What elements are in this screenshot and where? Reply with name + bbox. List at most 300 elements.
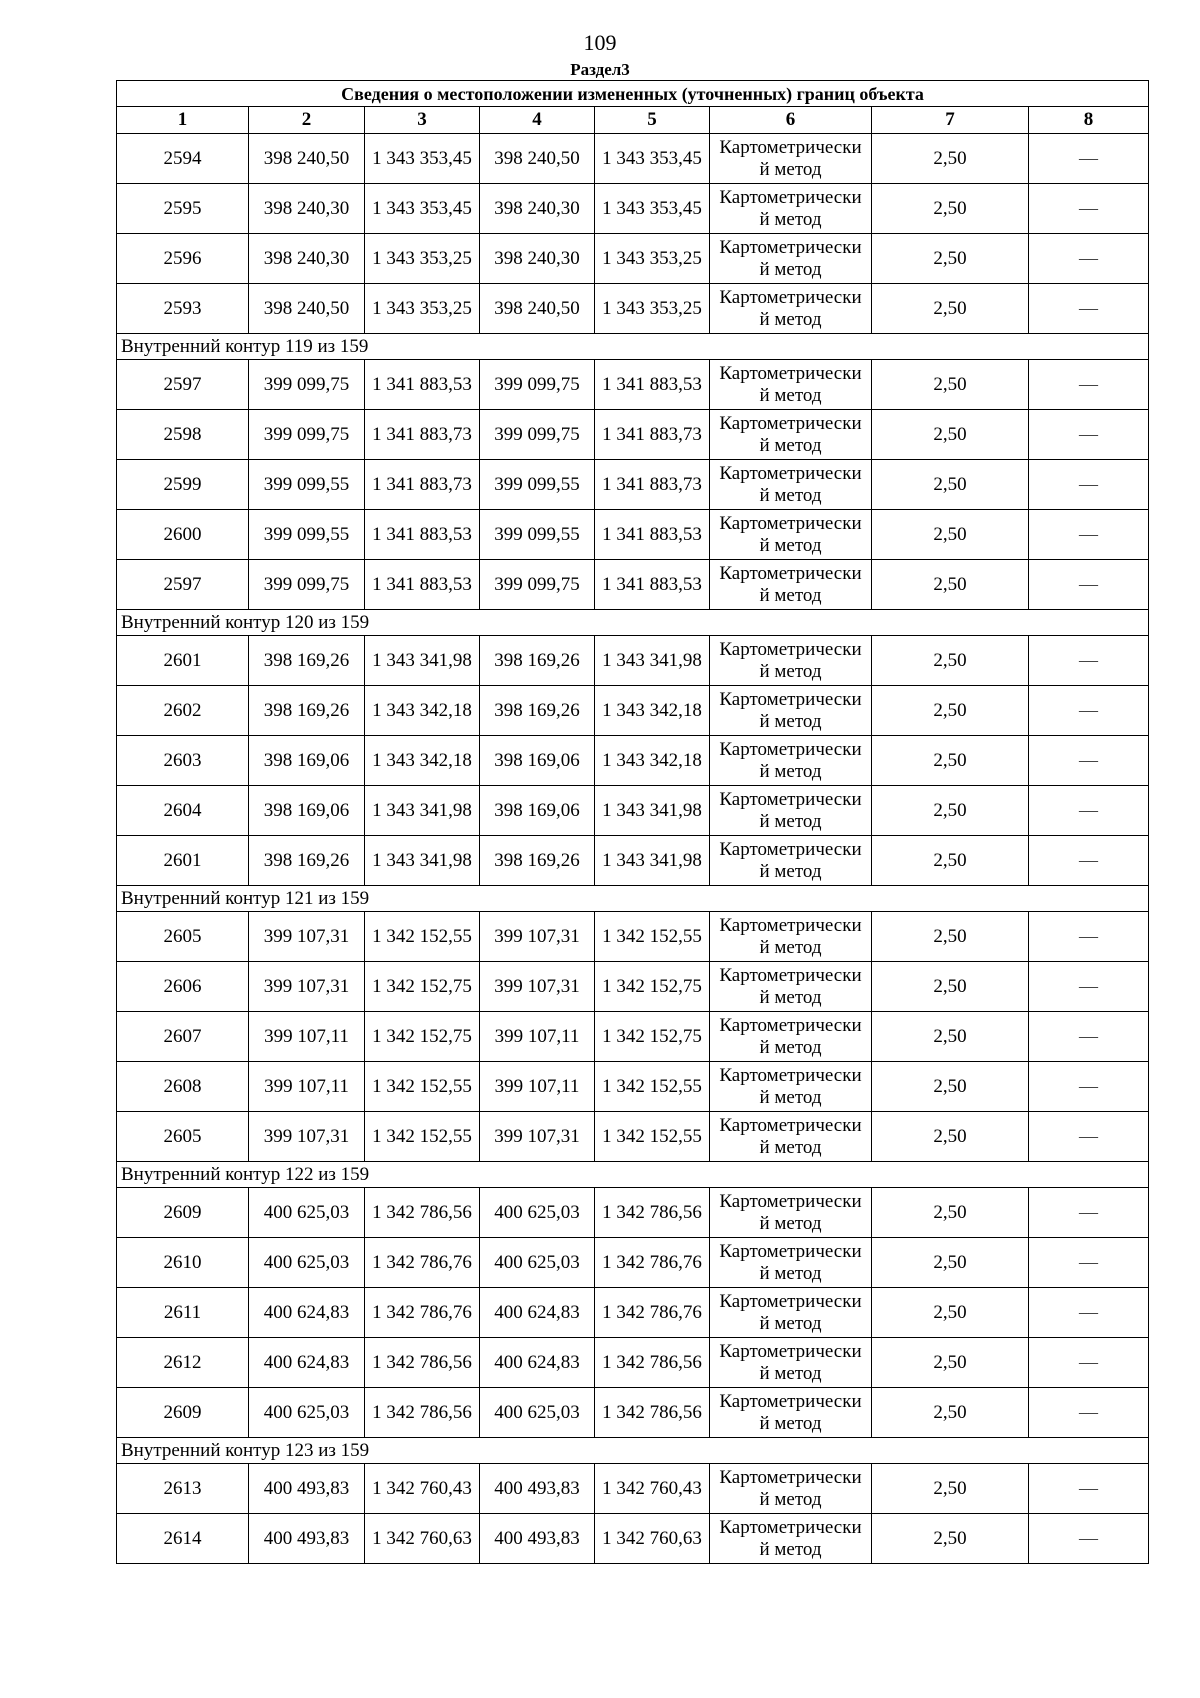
point-number-cell: 2612 — [117, 1338, 249, 1388]
x-refined-cell: 398 169,26 — [480, 836, 595, 886]
table-row — [117, 1338, 1149, 1388]
description-cell: — — [1029, 1514, 1149, 1564]
method-line-1: Картометрически — [719, 1064, 862, 1086]
y-existing-cell: 1 341 883,53 — [365, 360, 480, 410]
description-cell: — — [1029, 636, 1149, 686]
point-number-cell: 2602 — [117, 686, 249, 736]
table-caption-row — [117, 81, 1149, 107]
method-line-1: Картометрически — [719, 236, 862, 258]
method-line-1: Картометрически — [719, 688, 862, 710]
method-line-2: й метод — [759, 936, 822, 958]
x-existing-cell: 398 169,26 — [249, 636, 365, 686]
method-line-2: й метод — [759, 660, 822, 682]
method-line-2: й метод — [759, 1488, 822, 1510]
method-cell — [710, 1112, 872, 1162]
y-refined-cell: 1 341 883,53 — [595, 560, 710, 610]
column-number-5: 5 — [595, 107, 710, 134]
method-line-2: й метод — [759, 1312, 822, 1334]
column-number-row — [117, 107, 1149, 134]
table-row — [117, 1388, 1149, 1438]
description-cell: — — [1029, 1112, 1149, 1162]
x-refined-cell: 399 099,75 — [480, 560, 595, 610]
method-line-1: Картометрически — [719, 136, 862, 158]
x-refined-cell: 398 240,50 — [480, 284, 595, 334]
description-cell: — — [1029, 1464, 1149, 1514]
point-number-cell: 2601 — [117, 836, 249, 886]
y-existing-cell: 1 342 152,55 — [365, 912, 480, 962]
x-existing-cell: 399 107,11 — [249, 1062, 365, 1112]
y-existing-cell: 1 341 883,53 — [365, 510, 480, 560]
description-cell: — — [1029, 786, 1149, 836]
method-cell — [710, 460, 872, 510]
contour-header-row — [117, 1438, 1149, 1464]
method-line-2: й метод — [759, 584, 822, 606]
contour-label: Внутренний контур 123 из 159 — [117, 1438, 1149, 1464]
table-row — [117, 1514, 1149, 1564]
method-line-1: Картометрически — [719, 914, 862, 936]
x-refined-cell: 398 169,26 — [480, 636, 595, 686]
point-number-cell: 2611 — [117, 1288, 249, 1338]
x-refined-cell: 400 625,03 — [480, 1238, 595, 1288]
y-existing-cell: 1 343 353,45 — [365, 184, 480, 234]
point-number-cell: 2609 — [117, 1388, 249, 1438]
method-line-1: Картометрически — [719, 1114, 862, 1136]
description-cell: — — [1029, 912, 1149, 962]
method-cell — [710, 284, 872, 334]
x-refined-cell: 399 107,11 — [480, 1012, 595, 1062]
method-cell — [710, 1238, 872, 1288]
description-cell: — — [1029, 836, 1149, 886]
method-line-1: Картометрически — [719, 512, 862, 534]
x-existing-cell: 398 240,30 — [249, 184, 365, 234]
description-cell: — — [1029, 510, 1149, 560]
x-existing-cell: 399 099,75 — [249, 360, 365, 410]
point-number-cell: 2607 — [117, 1012, 249, 1062]
y-existing-cell: 1 342 152,75 — [365, 1012, 480, 1062]
precision-cell: 2,50 — [872, 786, 1029, 836]
x-refined-cell: 400 625,03 — [480, 1388, 595, 1438]
x-existing-cell: 399 107,11 — [249, 1012, 365, 1062]
precision-cell: 2,50 — [872, 460, 1029, 510]
precision-cell: 2,50 — [872, 134, 1029, 184]
table-row — [117, 460, 1149, 510]
x-refined-cell: 399 107,11 — [480, 1062, 595, 1112]
table-row — [117, 636, 1149, 686]
precision-cell: 2,50 — [872, 1112, 1029, 1162]
y-existing-cell: 1 343 353,45 — [365, 134, 480, 184]
point-number-cell: 2610 — [117, 1238, 249, 1288]
method-cell — [710, 510, 872, 560]
method-line-1: Картометрически — [719, 412, 862, 434]
x-existing-cell: 399 099,55 — [249, 510, 365, 560]
point-number-cell: 2594 — [117, 134, 249, 184]
y-existing-cell: 1 341 883,73 — [365, 410, 480, 460]
description-cell: — — [1029, 410, 1149, 460]
method-line-1: Картометрически — [719, 1340, 862, 1362]
precision-cell: 2,50 — [872, 510, 1029, 560]
method-cell — [710, 786, 872, 836]
y-refined-cell: 1 341 883,73 — [595, 410, 710, 460]
point-number-cell: 2606 — [117, 962, 249, 1012]
table-row — [117, 1238, 1149, 1288]
method-line-1: Картометрически — [719, 1516, 862, 1538]
contour-label: Внутренний контур 119 из 159 — [117, 334, 1149, 360]
point-number-cell: 2608 — [117, 1062, 249, 1112]
point-number-cell: 2597 — [117, 360, 249, 410]
x-refined-cell: 399 099,55 — [480, 510, 595, 560]
precision-cell: 2,50 — [872, 636, 1029, 686]
x-refined-cell: 399 107,31 — [480, 1112, 595, 1162]
table-row — [117, 786, 1149, 836]
x-existing-cell: 400 625,03 — [249, 1238, 365, 1288]
method-line-1: Картометрически — [719, 1014, 862, 1036]
x-existing-cell: 399 107,31 — [249, 1112, 365, 1162]
y-refined-cell: 1 343 353,25 — [595, 234, 710, 284]
y-existing-cell: 1 341 883,53 — [365, 560, 480, 610]
description-cell: — — [1029, 134, 1149, 184]
y-refined-cell: 1 343 353,25 — [595, 284, 710, 334]
precision-cell: 2,50 — [872, 912, 1029, 962]
x-existing-cell: 398 169,26 — [249, 836, 365, 886]
y-refined-cell: 1 341 883,53 — [595, 360, 710, 410]
precision-cell: 2,50 — [872, 410, 1029, 460]
point-number-cell: 2605 — [117, 1112, 249, 1162]
method-line-1: Картометрически — [719, 838, 862, 860]
column-number-4: 4 — [480, 107, 595, 134]
method-line-2: й метод — [759, 1412, 822, 1434]
method-line-2: й метод — [759, 384, 822, 406]
column-number-1: 1 — [117, 107, 249, 134]
y-refined-cell: 1 342 152,55 — [595, 1062, 710, 1112]
method-line-1: Картометрически — [719, 186, 862, 208]
method-cell — [710, 360, 872, 410]
precision-cell: 2,50 — [872, 360, 1029, 410]
method-cell — [710, 1464, 872, 1514]
precision-cell: 2,50 — [872, 1514, 1029, 1564]
method-cell — [710, 1062, 872, 1112]
contour-header-row — [117, 1162, 1149, 1188]
point-number-cell: 2613 — [117, 1464, 249, 1514]
table-row — [117, 410, 1149, 460]
description-cell: — — [1029, 1338, 1149, 1388]
description-cell: — — [1029, 1012, 1149, 1062]
method-line-1: Картометрически — [719, 1290, 862, 1312]
y-refined-cell: 1 343 353,45 — [595, 134, 710, 184]
x-existing-cell: 399 099,75 — [249, 560, 365, 610]
table-row — [117, 510, 1149, 560]
method-cell — [710, 1338, 872, 1388]
precision-cell: 2,50 — [872, 284, 1029, 334]
y-existing-cell: 1 342 152,55 — [365, 1062, 480, 1112]
precision-cell: 2,50 — [872, 1288, 1029, 1338]
y-existing-cell: 1 343 341,98 — [365, 636, 480, 686]
y-existing-cell: 1 341 883,73 — [365, 460, 480, 510]
x-refined-cell: 398 169,06 — [480, 786, 595, 836]
y-refined-cell: 1 343 353,45 — [595, 184, 710, 234]
x-existing-cell: 399 099,55 — [249, 460, 365, 510]
method-cell — [710, 686, 872, 736]
x-existing-cell: 398 240,50 — [249, 134, 365, 184]
x-refined-cell: 399 099,55 — [480, 460, 595, 510]
x-existing-cell: 400 624,83 — [249, 1288, 365, 1338]
y-existing-cell: 1 342 786,56 — [365, 1188, 480, 1238]
precision-cell: 2,50 — [872, 1188, 1029, 1238]
y-existing-cell: 1 343 342,18 — [365, 686, 480, 736]
x-existing-cell: 400 493,83 — [249, 1514, 365, 1564]
method-cell — [710, 234, 872, 284]
method-cell — [710, 836, 872, 886]
point-number-cell: 2600 — [117, 510, 249, 560]
y-existing-cell: 1 342 152,55 — [365, 1112, 480, 1162]
method-line-1: Картометрически — [719, 362, 862, 384]
precision-cell: 2,50 — [872, 1062, 1029, 1112]
y-existing-cell: 1 342 760,63 — [365, 1514, 480, 1564]
precision-cell: 2,50 — [872, 1338, 1029, 1388]
x-refined-cell: 399 099,75 — [480, 410, 595, 460]
method-line-2: й метод — [759, 1362, 822, 1384]
section-title: Раздел3 — [570, 60, 630, 79]
description-cell: — — [1029, 962, 1149, 1012]
y-refined-cell: 1 343 341,98 — [595, 836, 710, 886]
point-number-cell: 2597 — [117, 560, 249, 610]
precision-cell: 2,50 — [872, 560, 1029, 610]
y-refined-cell: 1 342 152,55 — [595, 912, 710, 962]
x-existing-cell: 399 107,31 — [249, 912, 365, 962]
method-line-2: й метод — [759, 484, 822, 506]
coordinates-table — [116, 80, 1149, 1564]
table-row — [117, 134, 1149, 184]
point-number-cell: 2609 — [117, 1188, 249, 1238]
method-line-2: й метод — [759, 1538, 822, 1560]
method-line-2: й метод — [759, 308, 822, 330]
method-line-2: й метод — [759, 1212, 822, 1234]
y-refined-cell: 1 342 760,43 — [595, 1464, 710, 1514]
y-existing-cell: 1 342 786,76 — [365, 1288, 480, 1338]
contour-header-row — [117, 334, 1149, 360]
table-row — [117, 836, 1149, 886]
precision-cell: 2,50 — [872, 836, 1029, 886]
y-refined-cell: 1 341 883,73 — [595, 460, 710, 510]
table-row — [117, 234, 1149, 284]
y-existing-cell: 1 342 786,56 — [365, 1388, 480, 1438]
x-refined-cell: 398 240,30 — [480, 184, 595, 234]
method-line-2: й метод — [759, 860, 822, 882]
column-number-8: 8 — [1029, 107, 1149, 134]
point-number-cell: 2605 — [117, 912, 249, 962]
y-refined-cell: 1 342 786,56 — [595, 1338, 710, 1388]
x-refined-cell: 399 107,31 — [480, 962, 595, 1012]
point-number-cell: 2599 — [117, 460, 249, 510]
description-cell: — — [1029, 460, 1149, 510]
method-line-1: Картометрически — [719, 738, 862, 760]
point-number-cell: 2603 — [117, 736, 249, 786]
contour-header-row — [117, 886, 1149, 912]
table-caption: Сведения о местоположении измененных (уточненных) границ объекта — [117, 81, 1149, 107]
x-existing-cell: 399 107,31 — [249, 962, 365, 1012]
description-cell: — — [1029, 1238, 1149, 1288]
table-row — [117, 184, 1149, 234]
description-cell: — — [1029, 234, 1149, 284]
method-line-2: й метод — [759, 760, 822, 782]
point-number-cell: 2595 — [117, 184, 249, 234]
precision-cell: 2,50 — [872, 1388, 1029, 1438]
table-row — [117, 912, 1149, 962]
y-existing-cell: 1 342 786,56 — [365, 1338, 480, 1388]
x-refined-cell: 398 169,26 — [480, 686, 595, 736]
method-cell — [710, 184, 872, 234]
y-existing-cell: 1 343 342,18 — [365, 736, 480, 786]
x-existing-cell: 398 240,50 — [249, 284, 365, 334]
x-existing-cell: 400 625,03 — [249, 1188, 365, 1238]
contour-label: Внутренний контур 122 из 159 — [117, 1162, 1149, 1188]
method-line-1: Картометрически — [719, 1390, 862, 1412]
x-existing-cell: 398 240,30 — [249, 234, 365, 284]
method-line-1: Картометрически — [719, 286, 862, 308]
method-line-2: й метод — [759, 1136, 822, 1158]
method-line-1: Картометрически — [719, 1466, 862, 1488]
table-row — [117, 962, 1149, 1012]
y-existing-cell: 1 342 760,43 — [365, 1464, 480, 1514]
precision-cell: 2,50 — [872, 1464, 1029, 1514]
y-existing-cell: 1 342 152,75 — [365, 962, 480, 1012]
table-row — [117, 1112, 1149, 1162]
x-existing-cell: 399 099,75 — [249, 410, 365, 460]
x-existing-cell: 400 624,83 — [249, 1338, 365, 1388]
table-row — [117, 1464, 1149, 1514]
method-cell — [710, 134, 872, 184]
x-existing-cell: 400 493,83 — [249, 1464, 365, 1514]
column-number-2: 2 — [249, 107, 365, 134]
x-refined-cell: 398 169,06 — [480, 736, 595, 786]
y-refined-cell: 1 342 786,76 — [595, 1288, 710, 1338]
y-refined-cell: 1 342 786,76 — [595, 1238, 710, 1288]
y-refined-cell: 1 343 341,98 — [595, 786, 710, 836]
x-refined-cell: 399 099,75 — [480, 360, 595, 410]
precision-cell: 2,50 — [872, 234, 1029, 284]
y-refined-cell: 1 343 342,18 — [595, 686, 710, 736]
method-cell — [710, 912, 872, 962]
table-row — [117, 560, 1149, 610]
method-line-1: Картометрически — [719, 1190, 862, 1212]
x-refined-cell: 398 240,30 — [480, 234, 595, 284]
table-row — [117, 736, 1149, 786]
table-row — [117, 1062, 1149, 1112]
y-existing-cell: 1 343 341,98 — [365, 836, 480, 886]
point-number-cell: 2601 — [117, 636, 249, 686]
method-line-1: Картометрически — [719, 964, 862, 986]
x-existing-cell: 398 169,06 — [249, 786, 365, 836]
column-number-3: 3 — [365, 107, 480, 134]
method-cell — [710, 736, 872, 786]
description-cell: — — [1029, 360, 1149, 410]
description-cell: — — [1029, 284, 1149, 334]
method-line-2: й метод — [759, 208, 822, 230]
x-refined-cell: 400 493,83 — [480, 1464, 595, 1514]
method-cell — [710, 1288, 872, 1338]
table-row — [117, 1288, 1149, 1338]
point-number-cell: 2596 — [117, 234, 249, 284]
point-number-cell: 2598 — [117, 410, 249, 460]
point-number-cell: 2604 — [117, 786, 249, 836]
y-existing-cell: 1 343 353,25 — [365, 284, 480, 334]
y-refined-cell: 1 343 341,98 — [595, 636, 710, 686]
precision-cell: 2,50 — [872, 1012, 1029, 1062]
y-existing-cell: 1 343 341,98 — [365, 786, 480, 836]
precision-cell: 2,50 — [872, 184, 1029, 234]
x-existing-cell: 398 169,26 — [249, 686, 365, 736]
description-cell: — — [1029, 736, 1149, 786]
y-refined-cell: 1 343 342,18 — [595, 736, 710, 786]
precision-cell: 2,50 — [872, 736, 1029, 786]
table-row — [117, 1188, 1149, 1238]
method-line-1: Картометрически — [719, 638, 862, 660]
method-line-2: й метод — [759, 710, 822, 732]
method-line-2: й метод — [759, 1262, 822, 1284]
table-row — [117, 1012, 1149, 1062]
method-cell — [710, 560, 872, 610]
method-line-1: Картометрически — [719, 462, 862, 484]
table-row — [117, 360, 1149, 410]
description-cell: — — [1029, 1062, 1149, 1112]
y-refined-cell: 1 342 760,63 — [595, 1514, 710, 1564]
method-line-2: й метод — [759, 534, 822, 556]
method-line-2: й метод — [759, 258, 822, 280]
method-line-1: Картометрически — [719, 788, 862, 810]
contour-label: Внутренний контур 121 из 159 — [117, 886, 1149, 912]
page-number: 109 — [583, 30, 617, 55]
contour-label: Внутренний контур 120 из 159 — [117, 610, 1149, 636]
method-line-1: Картометрически — [719, 562, 862, 584]
x-refined-cell: 400 624,83 — [480, 1338, 595, 1388]
method-cell — [710, 1012, 872, 1062]
column-number-7: 7 — [872, 107, 1029, 134]
description-cell: — — [1029, 1388, 1149, 1438]
method-cell — [710, 962, 872, 1012]
method-line-2: й метод — [759, 434, 822, 456]
x-refined-cell: 400 624,83 — [480, 1288, 595, 1338]
table-row — [117, 686, 1149, 736]
point-number-cell: 2593 — [117, 284, 249, 334]
method-line-2: й метод — [759, 158, 822, 180]
table-row — [117, 284, 1149, 334]
y-existing-cell: 1 342 786,76 — [365, 1238, 480, 1288]
y-refined-cell: 1 342 786,56 — [595, 1388, 710, 1438]
method-cell — [710, 410, 872, 460]
description-cell: — — [1029, 184, 1149, 234]
x-refined-cell: 400 625,03 — [480, 1188, 595, 1238]
column-number-6: 6 — [710, 107, 872, 134]
precision-cell: 2,50 — [872, 686, 1029, 736]
method-cell — [710, 1188, 872, 1238]
contour-header-row — [117, 610, 1149, 636]
point-number-cell: 2614 — [117, 1514, 249, 1564]
description-cell: — — [1029, 686, 1149, 736]
method-cell — [710, 1388, 872, 1438]
description-cell: — — [1029, 560, 1149, 610]
x-existing-cell: 398 169,06 — [249, 736, 365, 786]
method-line-2: й метод — [759, 1036, 822, 1058]
y-refined-cell: 1 342 152,75 — [595, 962, 710, 1012]
method-line-2: й метод — [759, 810, 822, 832]
description-cell: — — [1029, 1188, 1149, 1238]
y-refined-cell: 1 342 786,56 — [595, 1188, 710, 1238]
x-refined-cell: 400 493,83 — [480, 1514, 595, 1564]
precision-cell: 2,50 — [872, 962, 1029, 1012]
method-cell — [710, 636, 872, 686]
x-refined-cell: 399 107,31 — [480, 912, 595, 962]
precision-cell: 2,50 — [872, 1238, 1029, 1288]
method-line-1: Картометрически — [719, 1240, 862, 1262]
